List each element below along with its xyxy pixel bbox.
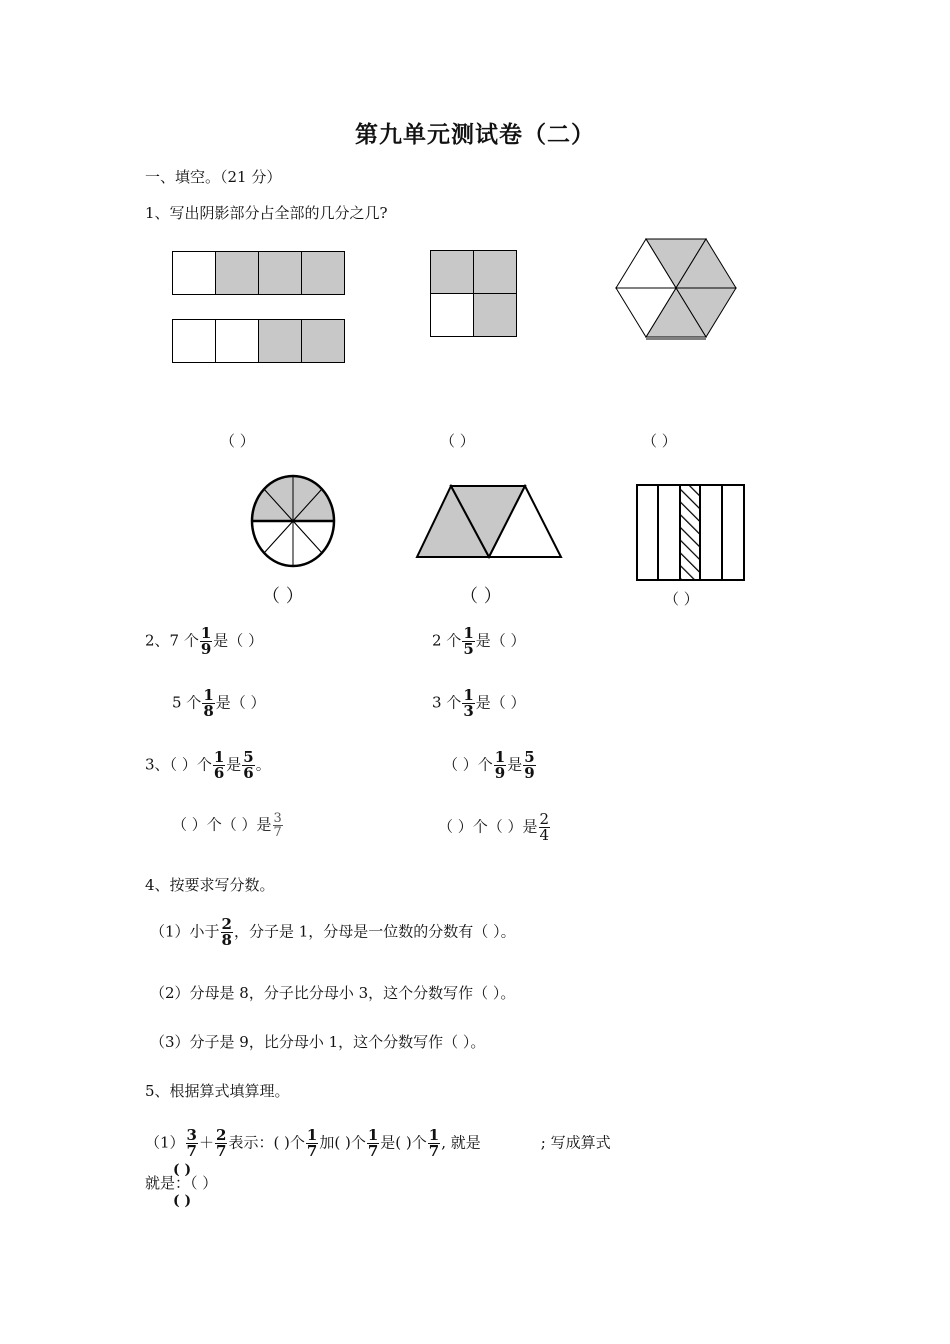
q4-fraction: $\frac{2}{8}$: [221, 915, 232, 949]
q2-answer-blank[interactable]: 是（ ）: [475, 693, 526, 712]
q2-count: 3 个: [432, 693, 462, 712]
q3-connector: 是: [507, 755, 523, 774]
q2-fraction: $\frac{1}{5}$: [463, 624, 474, 658]
answer-blank-circle[interactable]: （ ）: [262, 586, 304, 607]
answer-blank-square[interactable]: （ ）: [440, 432, 475, 450]
question-4-item-1: [150, 917, 516, 948]
question-1-text: 1、写出阴影部分占全部的几分之几?: [145, 204, 388, 222]
answer-blank-rectangle[interactable]: （ ）: [664, 590, 699, 608]
answer-blank-bar[interactable]: （ ）: [220, 432, 255, 450]
question-3-prefix: 3、: [145, 755, 170, 774]
question-2-row-2a: [172, 688, 266, 719]
question-5-text: 5、根据算式填算理。: [145, 1082, 290, 1100]
figure-hexagon: [615, 238, 737, 340]
question-2-row-1a: [145, 626, 263, 657]
q3-fraction: $\frac{3}{7}$: [273, 811, 282, 840]
question-2-prefix: 2、: [145, 631, 170, 650]
q2-count: 7 个: [169, 631, 199, 650]
q2-count: 2 个: [432, 631, 462, 650]
question-3-row-2b: [438, 812, 551, 843]
q4-item-1-lead: （1）小于: [150, 922, 220, 941]
question-5-line-2[interactable]: 就是：（ ）: [145, 1174, 218, 1192]
q5-unit-fraction: $\frac{1}{7}$: [367, 1126, 379, 1160]
figure-striped-rectangle: [636, 484, 746, 582]
q3-fraction: $\frac{5}{9}$: [524, 748, 535, 782]
q2-fraction: $\frac{1}{9}$: [200, 624, 212, 658]
question-3-row-1b: [443, 750, 537, 781]
question-3-row-1a: [145, 750, 271, 781]
figure-bar-2: [172, 319, 346, 363]
question-3-row-2a: [172, 812, 284, 839]
answer-blank-trapezoid[interactable]: （ ）: [460, 586, 502, 607]
stray-paren-1: ( ): [173, 1162, 192, 1178]
q5-lead: （1）: [145, 1133, 185, 1152]
q5-blank-2[interactable]: 加( )个: [319, 1133, 366, 1152]
q3-connector: 是: [226, 755, 242, 774]
figure-square-grid: [430, 250, 518, 338]
q2-fraction: $\frac{1}{3}$: [463, 686, 474, 720]
q2-answer-blank[interactable]: 是（ ）: [215, 693, 266, 712]
answer-blank-hexagon[interactable]: （ ）: [642, 432, 677, 450]
question-2-row-1b: [432, 626, 526, 657]
page-title: 第九单元测试卷（二）: [355, 121, 595, 148]
q3-blank-lead[interactable]: （ ）个: [443, 755, 493, 774]
figure-trapezoid: [415, 484, 563, 560]
stray-paren-2: ( ): [173, 1193, 192, 1209]
q3-fraction: $\frac{2}{4}$: [539, 810, 550, 844]
q5-blank-3[interactable]: 是( )个: [380, 1133, 427, 1152]
q4-item-1-blank[interactable]: ，分子是 1，分母是一位数的分数有（ ）。: [233, 922, 516, 941]
question-5-item-1: [145, 1128, 611, 1159]
question-4-text: 4、按要求写分数。: [145, 876, 275, 894]
q5-fraction-b: $\frac{2}{7}$: [216, 1126, 227, 1160]
q5-plus: ＋: [198, 1133, 214, 1152]
q5-blank-4[interactable]: , 就是: [441, 1133, 481, 1152]
q5-unit-fraction: $\frac{1}{7}$: [428, 1126, 440, 1160]
q2-answer-blank[interactable]: 是（ ）: [475, 631, 526, 650]
q5-fraction-a: $\frac{3}{7}$: [186, 1126, 197, 1160]
figure-bar-1: [172, 251, 346, 295]
q2-answer-blank[interactable]: 是（ ）: [213, 631, 264, 650]
q3-end: 。: [255, 755, 271, 774]
figure-circle: [250, 474, 336, 570]
q3-fraction: $\frac{1}{9}$: [494, 748, 506, 782]
q5-unit-fraction: $\frac{1}{7}$: [306, 1126, 318, 1160]
question-2-row-2b: [432, 688, 526, 719]
q2-count: 5 个: [172, 693, 202, 712]
q5-blank-1[interactable]: 表示：( )个: [228, 1133, 305, 1152]
q3-fraction: $\frac{1}{6}$: [213, 748, 225, 782]
question-4-item-3[interactable]: （3）分子是 9，比分母小 1，这个分数写作（ ）。: [150, 1033, 486, 1051]
q3-fraction: $\frac{5}{6}$: [243, 748, 254, 782]
q2-fraction: $\frac{1}{8}$: [203, 686, 214, 720]
section-heading: 一、填空。（21 分）: [145, 168, 282, 186]
q5-tail: ; 写成算式: [540, 1133, 611, 1152]
q3-blank-text[interactable]: （ ）个（ ）是: [172, 815, 272, 834]
question-4-item-2[interactable]: （2）分母是 8，分子比分母小 3，这个分数写作（ ）。: [150, 984, 516, 1002]
q3-blank-lead[interactable]: （ ）个: [169, 755, 212, 774]
q3-blank-text[interactable]: （ ）个（ ）是: [438, 817, 538, 836]
